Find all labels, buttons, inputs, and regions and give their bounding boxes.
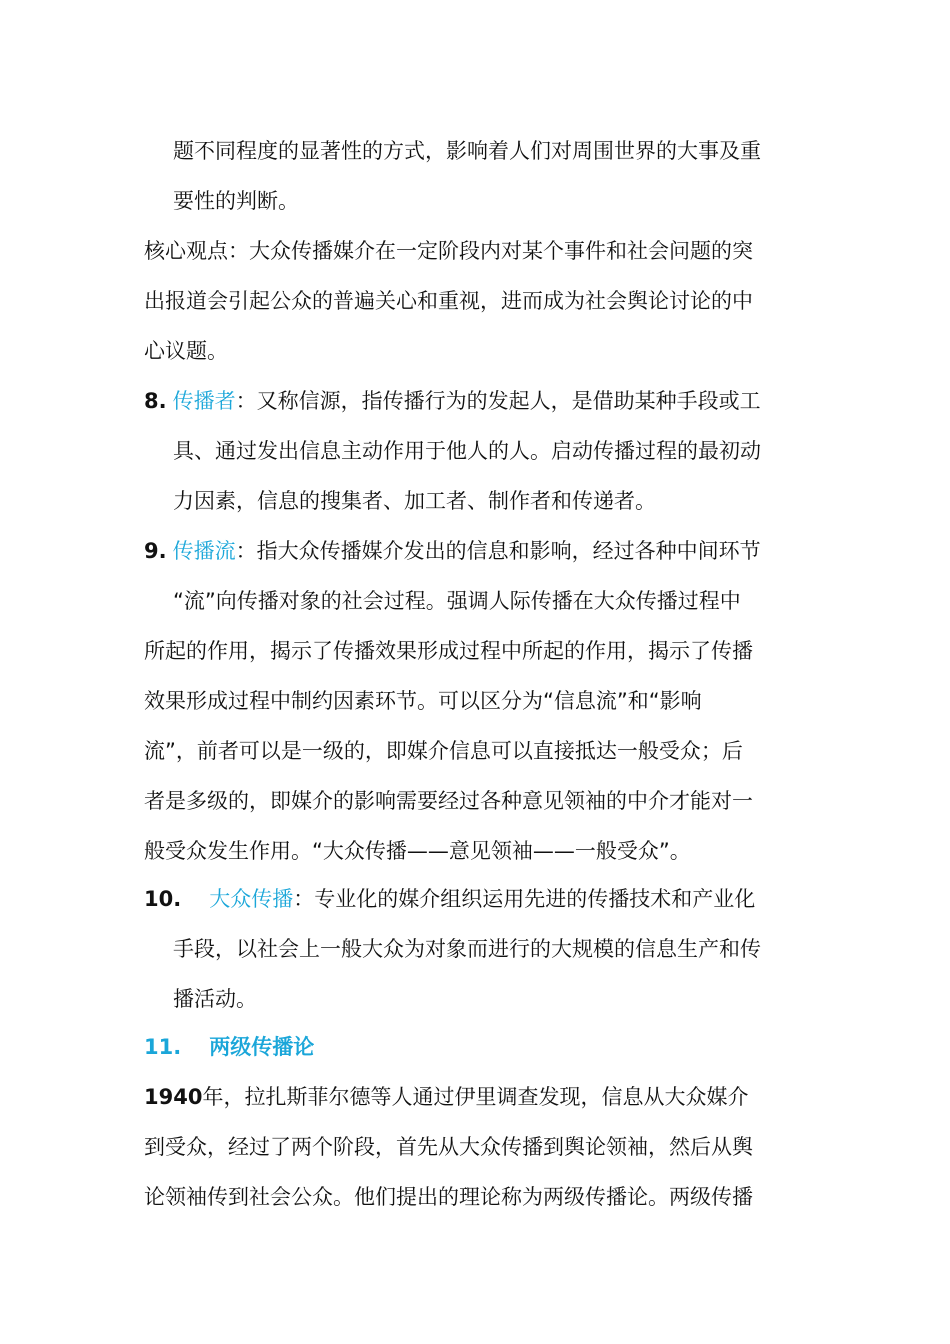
item-8-number: 8. bbox=[144, 389, 167, 413]
item-8-line-3: 力因素，信息的搜集者、加工者、制作者和传递者。 bbox=[173, 489, 656, 513]
item-9-line-5: 流”，前者可以是一级的，即媒介信息可以直接抵达一般受众；后 bbox=[144, 739, 743, 763]
item-9-line-3: 所起的作用，揭示了传播效果形成过程中所起的作用，揭示了传播 bbox=[144, 639, 753, 663]
item-8-line-2: 具、通过发出信息主动作用于他人的人。启动传播过程的最初动 bbox=[173, 439, 761, 463]
core-view-line-3: 心议题。 bbox=[144, 339, 228, 363]
item-9-line-6: 者是多级的，即媒介的影响需要经过各种意见领袖的中介才能对一 bbox=[144, 789, 753, 813]
item-11-number: 11. bbox=[144, 1035, 182, 1059]
item-10-line-1 bbox=[144, 884, 755, 914]
item-10-definition-start: ：专业化的媒介组织运用先进的传播技术和产业化 bbox=[293, 887, 756, 911]
para-1940-line-2: 到受众，经过了两个阶段，首先从大众传播到舆论领袖，然后从舆 bbox=[144, 1135, 753, 1159]
item-9-term: 传播流 bbox=[172, 539, 236, 563]
item-9-number: 9. bbox=[144, 539, 167, 563]
item-10-line-2: 手段，以社会上一般大众为对象而进行的大规模的信息生产和传 bbox=[173, 937, 761, 961]
item-9-line-7: 般受众发生作用。“大众传播——意见领袖——一般受众”。 bbox=[144, 839, 691, 863]
item-10-number: 10. bbox=[144, 887, 182, 911]
item-10-line-3: 播活动。 bbox=[173, 987, 257, 1011]
para-1940-line-1 bbox=[144, 1082, 748, 1112]
core-view-line-2: 出报道会引起公众的普遍关心和重视，进而成为社会舆论讨论的中 bbox=[144, 289, 753, 313]
item-10-term: 大众传播 bbox=[209, 887, 294, 911]
core-view-line-1: 核心观点：大众传播媒介在一定阶段内对某个事件和社会问题的突 bbox=[144, 239, 753, 263]
item-11-title: 两级传播论 bbox=[209, 1035, 315, 1059]
item-9-line-1 bbox=[144, 536, 761, 566]
item-8-line-1 bbox=[144, 386, 761, 416]
para-1940-year: 1940 bbox=[144, 1085, 203, 1109]
item-9-line-2: “流”向传播对象的社会过程。强调人际传播在大众传播过程中 bbox=[173, 589, 741, 613]
para-1940-line-3: 论领袖传到社会公众。他们提出的理论称为两级传播论。两级传播 bbox=[144, 1185, 753, 1209]
agenda-cont-line-1: 题不同程度的显著性的方式，影响着人们对周围世界的大事及重 bbox=[173, 139, 761, 163]
item-9-definition-start: ：指大众传播媒介发出的信息和影响，经过各种中间环节 bbox=[235, 539, 761, 563]
item-11-heading bbox=[144, 1032, 314, 1062]
para-1940-line-1-text: 年，拉扎斯菲尔德等人通过伊里调查发现，信息从大众媒介 bbox=[202, 1085, 749, 1109]
agenda-cont-line-2: 要性的判断。 bbox=[173, 189, 299, 213]
item-8-term: 传播者 bbox=[172, 389, 236, 413]
item-9-line-4: 效果形成过程中制约因素环节。可以区分为“信息流”和“影响 bbox=[144, 689, 702, 713]
item-8-definition-start: ：又称信源，指传播行为的发起人，是借助某种手段或工 bbox=[235, 389, 761, 413]
